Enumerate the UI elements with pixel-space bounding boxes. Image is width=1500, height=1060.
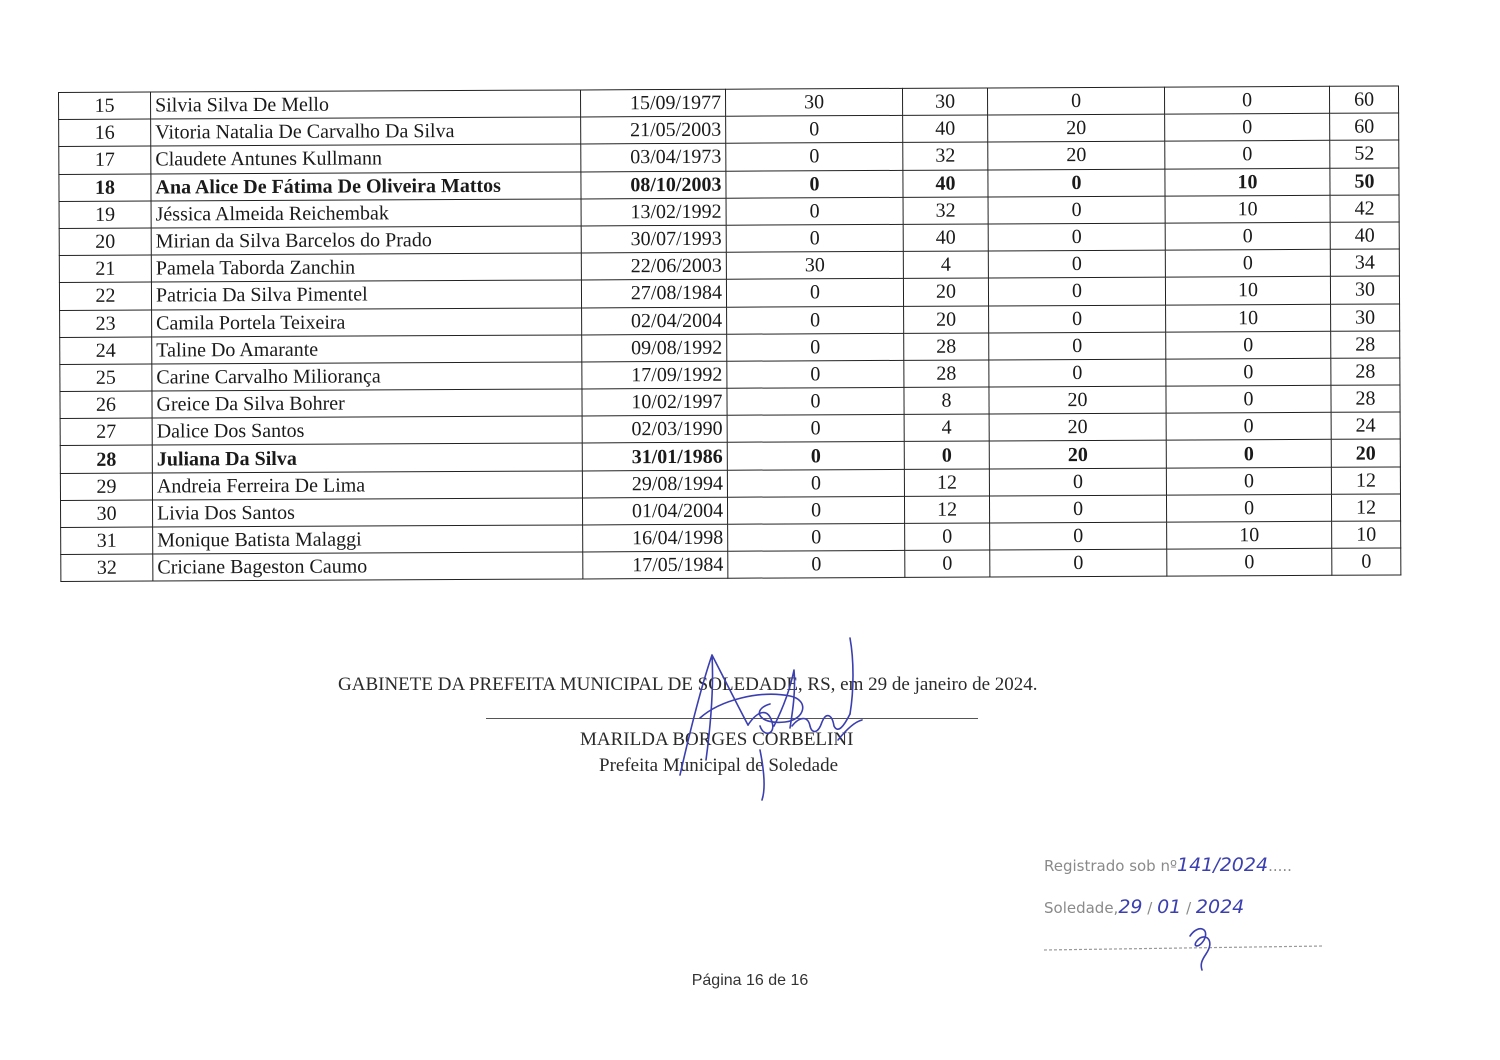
cell-score-1: 0 xyxy=(727,360,904,388)
cell-score-1: 0 xyxy=(726,197,903,225)
cell-birthdate: 03/04/1973 xyxy=(581,144,726,172)
cell-number: 17 xyxy=(59,146,151,174)
cell-name: Camila Portela Teixeira xyxy=(152,307,582,336)
cell-birthdate: 02/03/1990 xyxy=(582,415,727,443)
cell-score-4: 0 xyxy=(1165,222,1330,250)
cell-number: 19 xyxy=(59,201,151,229)
cell-score-1: 0 xyxy=(727,469,904,497)
cell-score-4: 0 xyxy=(1166,467,1331,495)
cell-total: 28 xyxy=(1331,358,1400,386)
cell-score-1: 30 xyxy=(726,251,903,279)
cell-score-2: 32 xyxy=(903,142,988,170)
cell-name: Claudete Antunes Kullmann xyxy=(151,144,581,173)
cell-score-1: 0 xyxy=(726,224,903,252)
cell-score-1: 0 xyxy=(727,333,904,361)
stamp-initials-mark xyxy=(1040,846,1340,976)
stamp-sep-1: / xyxy=(1142,899,1158,917)
cell-total: 30 xyxy=(1331,303,1400,331)
cell-score-3: 0 xyxy=(990,522,1167,550)
cell-total: 28 xyxy=(1331,385,1400,413)
cell-score-1: 0 xyxy=(726,170,903,198)
cell-birthdate: 01/04/2004 xyxy=(582,497,727,525)
page-number: Página 16 de 16 xyxy=(691,972,809,989)
cell-total: 60 xyxy=(1330,113,1399,141)
cell-score-3: 0 xyxy=(989,332,1166,360)
cell-score-2: 40 xyxy=(903,224,988,252)
cell-score-3: 0 xyxy=(989,468,1166,496)
cell-score-3: 0 xyxy=(988,223,1165,251)
cell-score-3: 0 xyxy=(988,277,1165,305)
cell-score-2: 28 xyxy=(904,333,989,361)
cell-number: 21 xyxy=(59,255,151,283)
cell-score-1: 0 xyxy=(727,442,904,470)
cell-number: 24 xyxy=(60,337,152,365)
cell-score-3: 0 xyxy=(989,305,1166,333)
cell-total: 0 xyxy=(1332,548,1401,576)
cell-total: 60 xyxy=(1329,86,1398,114)
cell-number: 29 xyxy=(60,473,152,501)
cell-birthdate: 22/06/2003 xyxy=(581,252,726,280)
cell-score-1: 0 xyxy=(727,496,904,524)
place-date-line: GABINETE DA PREFEITA MUNICIPAL DE SOLEDADE, RS, em 29 de janeiro de 2024. xyxy=(338,674,1038,695)
cell-score-2: 20 xyxy=(903,278,988,306)
cell-score-2: 0 xyxy=(905,550,990,578)
cell-score-3: 20 xyxy=(989,413,1166,441)
cell-score-3: 0 xyxy=(988,169,1165,197)
cell-score-1: 0 xyxy=(727,306,904,334)
cell-total: 20 xyxy=(1331,439,1400,467)
cell-total: 28 xyxy=(1331,331,1400,359)
table-row xyxy=(61,548,1401,582)
cell-name: Andreia Ferreira De Lima xyxy=(152,471,582,500)
cell-score-1: 0 xyxy=(728,551,905,579)
cell-name: Vitoria Natalia De Carvalho Da Silva xyxy=(151,117,581,146)
cell-score-4: 0 xyxy=(1167,548,1332,576)
cell-birthdate: 17/05/1984 xyxy=(583,551,728,579)
ranking-table xyxy=(58,85,1401,582)
cell-name: Monique Batista Malaggi xyxy=(153,525,583,554)
cell-name: Jéssica Almeida Reichembak xyxy=(151,199,581,228)
cell-score-3: 0 xyxy=(990,549,1167,577)
cell-total: 12 xyxy=(1331,467,1400,495)
cell-score-2: 4 xyxy=(904,414,989,442)
cell-score-4: 0 xyxy=(1166,331,1331,359)
cell-score-2: 20 xyxy=(904,305,989,333)
cell-score-4: 0 xyxy=(1166,440,1331,468)
cell-score-2: 12 xyxy=(904,469,989,497)
cell-score-2: 40 xyxy=(903,170,988,198)
cell-number: 30 xyxy=(60,500,152,528)
cell-number: 23 xyxy=(60,310,152,338)
cell-name: Juliana Da Silva xyxy=(152,443,582,472)
cell-score-3: 0 xyxy=(989,359,1166,387)
cell-birthdate: 15/09/1977 xyxy=(580,89,725,117)
cell-birthdate: 30/07/1993 xyxy=(581,225,726,253)
cell-score-3: 20 xyxy=(989,386,1166,414)
cell-total: 30 xyxy=(1330,276,1399,304)
cell-number: 20 xyxy=(59,228,151,256)
cell-total: 40 xyxy=(1330,222,1399,250)
cell-birthdate: 09/08/1992 xyxy=(582,334,727,362)
cell-birthdate: 13/02/1992 xyxy=(581,198,726,226)
cell-score-2: 32 xyxy=(903,197,988,225)
cell-number: 28 xyxy=(60,445,152,473)
cell-score-2: 28 xyxy=(904,360,989,388)
cell-birthdate: 02/04/2004 xyxy=(582,307,727,335)
cell-total: 52 xyxy=(1330,140,1399,168)
cell-name: Silvia Silva De Mello xyxy=(151,90,581,119)
cell-score-3: 20 xyxy=(988,141,1165,169)
cell-name: Carine Carvalho Miliorança xyxy=(152,362,582,391)
cell-score-4: 0 xyxy=(1166,494,1331,522)
cell-score-2: 8 xyxy=(904,387,989,415)
cell-score-4: 10 xyxy=(1166,304,1331,332)
cell-number: 22 xyxy=(59,282,151,310)
handwritten-signature xyxy=(640,630,880,805)
cell-score-4: 0 xyxy=(1165,113,1330,141)
cell-name: Livia Dos Santos xyxy=(152,498,582,527)
cell-birthdate: 29/08/1994 xyxy=(582,470,727,498)
cell-score-2: 12 xyxy=(904,496,989,524)
cell-total: 12 xyxy=(1331,494,1400,522)
cell-birthdate: 08/10/2003 xyxy=(581,171,726,199)
cell-score-4: 10 xyxy=(1165,277,1330,305)
cell-number: 15 xyxy=(59,92,151,120)
cell-number: 26 xyxy=(60,391,152,419)
cell-number: 16 xyxy=(59,119,151,147)
cell-score-1: 0 xyxy=(726,279,903,307)
cell-score-3: 0 xyxy=(988,196,1165,224)
stamp-registered-value: 141/2024 xyxy=(1177,854,1269,876)
cell-total: 34 xyxy=(1330,249,1399,277)
ranking-table-wrapper xyxy=(58,85,1400,582)
stamp-year: 2024 xyxy=(1195,896,1245,918)
cell-score-2: 0 xyxy=(905,523,990,551)
cell-score-4: 0 xyxy=(1166,358,1331,386)
cell-score-1: 0 xyxy=(726,116,903,144)
cell-score-3: 0 xyxy=(989,495,1166,523)
cell-number: 27 xyxy=(60,418,152,446)
cell-total: 50 xyxy=(1330,168,1399,196)
stamp-dots: ..... xyxy=(1268,857,1292,875)
cell-score-4: 0 xyxy=(1165,249,1330,277)
cell-number: 18 xyxy=(59,174,151,202)
cell-score-2: 0 xyxy=(904,441,989,469)
cell-name: Patricia Da Silva Pimentel xyxy=(151,280,581,309)
cell-score-1: 30 xyxy=(725,88,902,116)
stamp-registered-label: Registrado sob nº xyxy=(1044,857,1178,875)
cell-score-4: 0 xyxy=(1164,86,1329,114)
stamp-sep-2: / xyxy=(1181,899,1196,917)
cell-birthdate: 31/01/1986 xyxy=(582,443,727,471)
signer-name: MARILDA BORGES CORBELINI xyxy=(580,729,854,750)
cell-score-1: 0 xyxy=(728,523,905,551)
stamp-month: 01 xyxy=(1157,896,1182,918)
cell-score-4: 0 xyxy=(1166,385,1331,413)
cell-name: Mirian da Silva Barcelos do Prado xyxy=(151,226,581,255)
cell-birthdate: 21/05/2003 xyxy=(581,116,726,144)
registration-stamp xyxy=(1040,846,1340,976)
cell-number: 25 xyxy=(60,364,152,392)
cell-birthdate: 16/04/1998 xyxy=(583,524,728,552)
cell-score-1: 0 xyxy=(727,415,904,443)
cell-score-4: 0 xyxy=(1166,413,1331,441)
cell-number: 31 xyxy=(61,527,153,555)
cell-score-1: 0 xyxy=(727,387,904,415)
table-body xyxy=(59,86,1401,582)
cell-score-3: 0 xyxy=(988,250,1165,278)
cell-total: 42 xyxy=(1330,195,1399,223)
cell-score-4: 10 xyxy=(1165,195,1330,223)
cell-score-4: 0 xyxy=(1165,141,1330,169)
cell-number: 32 xyxy=(61,554,153,582)
cell-score-4: 10 xyxy=(1165,168,1330,196)
cell-total: 10 xyxy=(1332,521,1401,549)
cell-score-1: 0 xyxy=(726,143,903,171)
cell-name: Taline Do Amarante xyxy=(152,335,582,364)
cell-total: 24 xyxy=(1331,412,1400,440)
cell-score-3: 20 xyxy=(989,441,1166,469)
cell-name: Ana Alice De Fátima De Oliveira Mattos xyxy=(151,172,581,201)
cell-birthdate: 17/09/1992 xyxy=(582,361,727,389)
cell-name: Criciane Bageston Caumo xyxy=(153,552,583,581)
cell-score-3: 0 xyxy=(987,87,1164,115)
signer-role: Prefeita Municipal de Soledade xyxy=(599,755,839,776)
stamp-day: 29 xyxy=(1118,896,1143,918)
cell-birthdate: 27/08/1984 xyxy=(581,280,726,308)
cell-score-3: 20 xyxy=(988,114,1165,142)
cell-score-2: 4 xyxy=(903,251,988,279)
cell-name: Dalice Dos Santos xyxy=(152,416,582,445)
cell-score-2: 40 xyxy=(903,115,988,143)
stamp-city-label: Soledade, xyxy=(1044,899,1119,917)
cell-name: Pamela Taborda Zanchin xyxy=(151,253,581,282)
cell-score-2: 30 xyxy=(902,88,987,116)
cell-name: Greice Da Silva Bohrer xyxy=(152,389,582,418)
cell-score-4: 10 xyxy=(1167,521,1332,549)
cell-birthdate: 10/02/1997 xyxy=(582,388,727,416)
